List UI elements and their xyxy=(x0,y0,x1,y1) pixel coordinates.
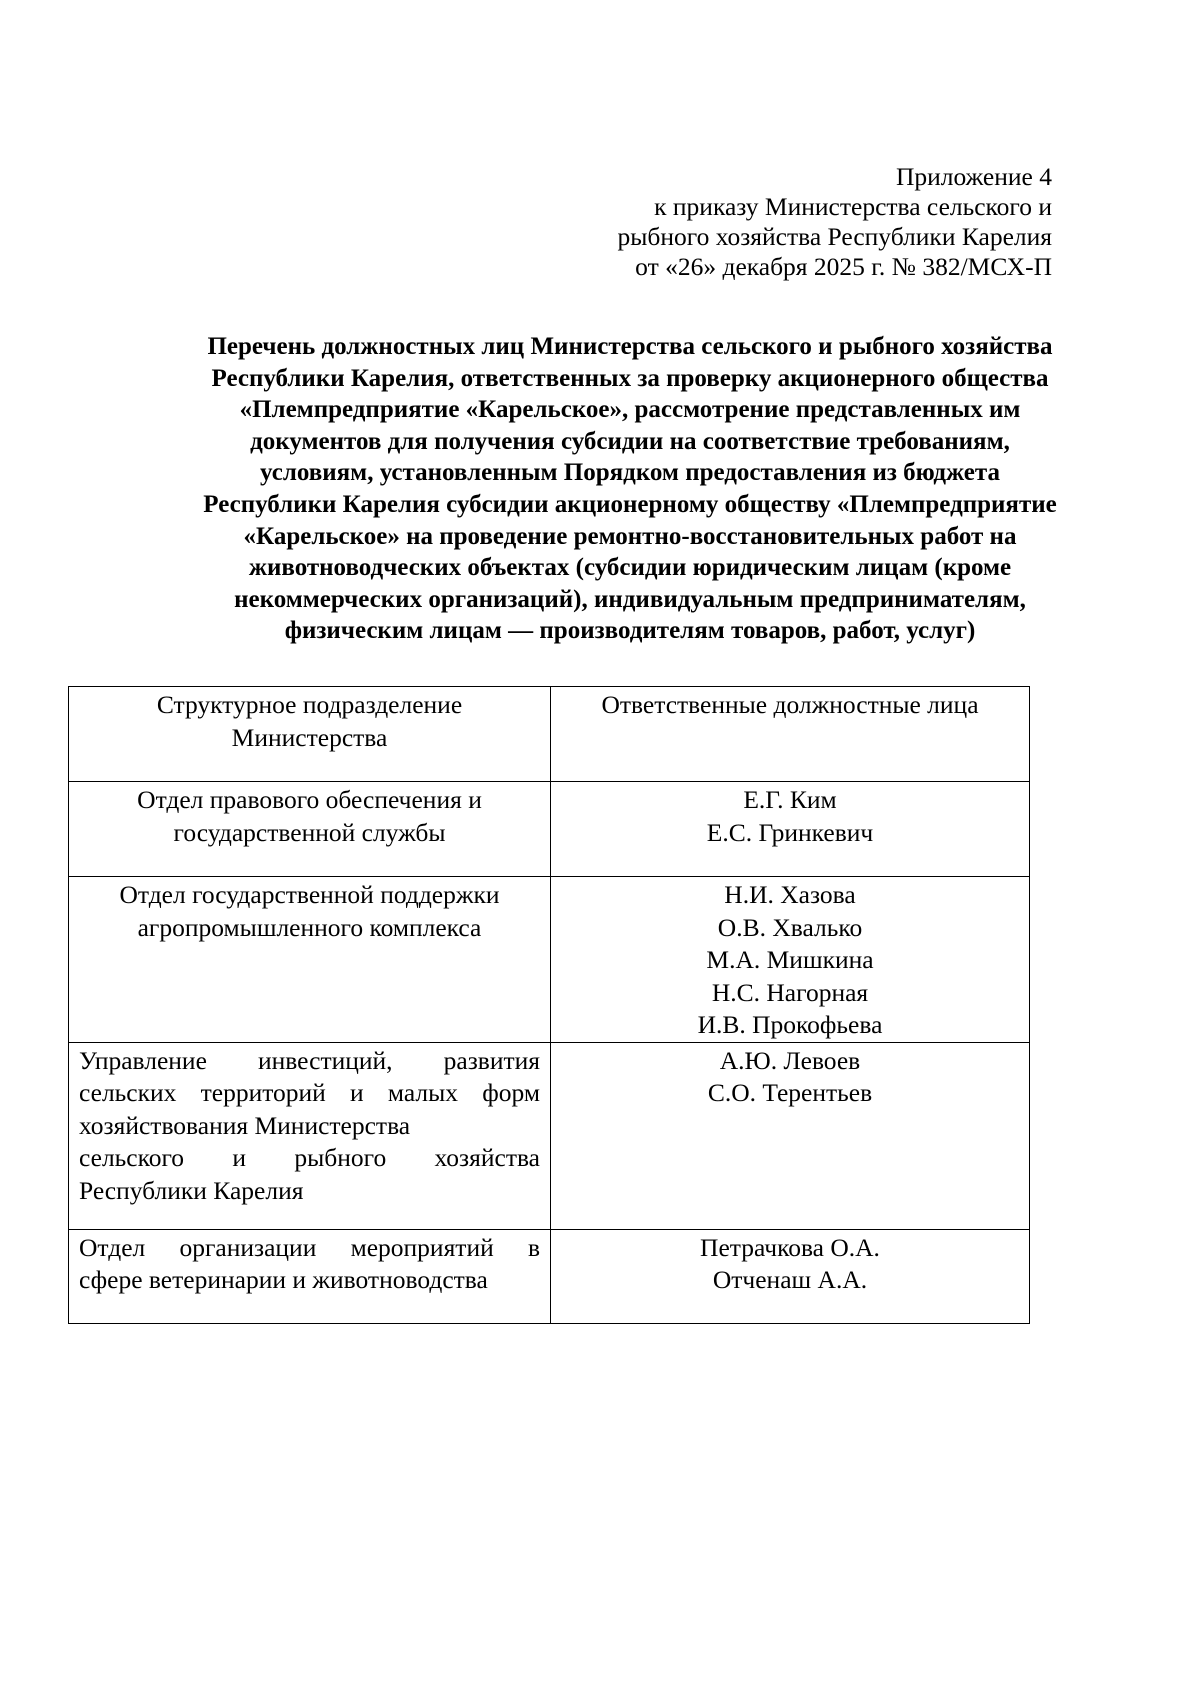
department-line: Республики Карелия xyxy=(79,1175,304,1205)
department-line: сельского и рыбного хозяйства xyxy=(79,1143,540,1172)
title-line: «Карельское» на проведение ремонтно-восстановительных работ на xyxy=(243,522,1017,550)
official-name: С.О. Терентьев xyxy=(707,1078,873,1107)
table-row xyxy=(69,877,1030,1043)
title-line: «Племпредприятие «Карельское», рассмотрение представленных им xyxy=(239,396,1021,424)
header-department-line: Министерства xyxy=(231,722,388,752)
officials-cell xyxy=(551,877,1030,1043)
officials-cell xyxy=(551,1042,1030,1229)
official-name: Отченаш А.А. xyxy=(712,1265,868,1294)
officials-table xyxy=(68,686,1030,1324)
officials-cell xyxy=(551,1229,1030,1323)
appendix-block xyxy=(492,162,1052,282)
header-department xyxy=(69,687,551,782)
title-line: некоммерческих организаций), индивидуальным предпринимателям, xyxy=(234,585,1026,613)
official-name: И.В. Прокофьева xyxy=(697,1010,883,1039)
official-name: Петрачкова О.А. xyxy=(700,1232,880,1262)
header-officials-line: Ответственные должностные лица xyxy=(601,690,979,719)
department-cell xyxy=(69,877,551,1043)
title-line: Республики Карелия, ответственных за проверку акционерного общества xyxy=(211,364,1049,392)
table-row xyxy=(69,1229,1030,1323)
title-line: физическим лицам — производителям товаров, работ, услуг) xyxy=(284,617,976,645)
department-line: сфере ветеринарии и животноводства xyxy=(79,1265,488,1294)
department-line: Отдел правового обеспечения и xyxy=(137,785,482,814)
title-line: документов для получения субсидии на соответствие требованиям, xyxy=(250,427,1010,455)
official-name: О.В. Хвалько xyxy=(717,912,863,942)
table-row xyxy=(69,782,1030,877)
appendix-line: рыбного хозяйства Республики Карелия xyxy=(617,222,1052,251)
officials-cell xyxy=(551,782,1030,877)
official-name: Н.С. Нагорная xyxy=(711,977,869,1007)
official-name: М.А. Мишкина xyxy=(706,945,874,974)
department-line: Отдел организации мероприятий в xyxy=(79,1232,540,1262)
official-name: А.Ю. Левоев xyxy=(719,1045,861,1075)
document-title xyxy=(140,331,1120,647)
department-cell xyxy=(69,782,551,877)
header-department-line: Структурное подразделение xyxy=(156,690,463,719)
department-line: государственной службы xyxy=(173,817,446,847)
title-line: Республики Карелия субсидии акционерному обществу «Племпредприятие xyxy=(203,490,1057,518)
department-line: Отдел государственной поддержки xyxy=(119,880,500,909)
title-line: Перечень должностных лиц Министерства сельского и рыбного хозяйства xyxy=(207,333,1053,360)
official-name: Е.С. Гринкевич xyxy=(706,817,874,847)
title-line: условиям, установленным Порядком предоставления из бюджета xyxy=(260,459,1000,487)
table-header-row xyxy=(69,687,1030,782)
table-row xyxy=(69,1042,1030,1229)
official-name: Н.И. Хазова xyxy=(724,880,856,909)
department-cell xyxy=(69,1229,551,1323)
department-line: хозяйствования Министерства xyxy=(79,1110,411,1140)
appendix-line: Приложение 4 xyxy=(896,162,1052,191)
department-line: агропромышленного комплекса xyxy=(137,912,482,942)
official-name: Е.Г. Ким xyxy=(743,785,837,814)
appendix-line: от «26» декабря 2025 г. № 382/МСХ-П xyxy=(635,252,1052,281)
appendix-line: к приказу Министерства сельского и xyxy=(654,192,1052,221)
department-line: Управление инвестиций, развития xyxy=(79,1045,540,1075)
title-line: животноводческих объектах (субсидии юридическим лицам (кроме xyxy=(248,554,1012,582)
department-line: сельских территорий и малых форм xyxy=(79,1078,540,1107)
department-cell xyxy=(69,1042,551,1229)
header-officials xyxy=(551,687,1030,782)
